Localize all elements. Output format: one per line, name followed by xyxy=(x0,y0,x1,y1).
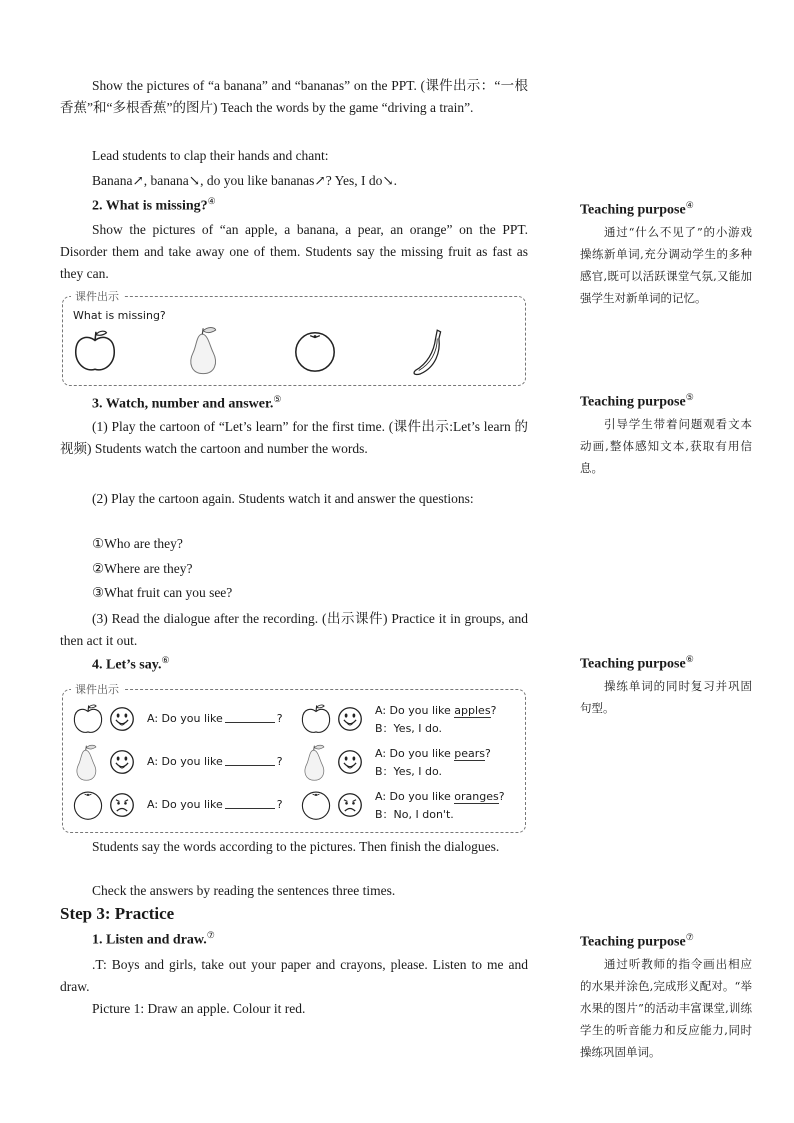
answer-word: oranges xyxy=(454,790,499,803)
answer-reply: B：Yes, I do. xyxy=(375,722,443,735)
pear-icon xyxy=(299,743,331,783)
answer-block: A: Do you like oranges? B：No, I don't. xyxy=(375,788,505,824)
instruction-text: Lead students to clap their hands and chant: xyxy=(92,148,329,163)
note-text: 通过“什么不见了”的小游戏操练新单词,充分调动学生的多种感官,既可以活跃课堂气氛,又能加强学生对新单词的记忆。 xyxy=(580,224,752,305)
footnote-mark: ⑦ xyxy=(206,930,215,940)
dialogue-row xyxy=(63,786,525,826)
slide-label: 课件出示 xyxy=(71,681,123,697)
sad-face-icon xyxy=(109,792,135,818)
pear-icon xyxy=(71,743,103,783)
section-paragraph: Students say the words according to the pictures. Then finish the dialogues. xyxy=(92,839,500,854)
answer-reply: B：No, I don't. xyxy=(375,808,454,821)
note-title: Teaching purpose⑦ xyxy=(580,932,694,950)
section-paragraph: Picture 1: Draw an apple. Colour it red. xyxy=(92,1001,306,1016)
orange-icon xyxy=(291,327,339,375)
question-prompt: A: Do you like ? xyxy=(147,798,283,811)
chant-text: Banana↗, banana↘, do you like bananas↗? Yes, I do↘. xyxy=(92,173,398,188)
teaching-purpose-note xyxy=(580,200,752,309)
section-title: 1. Listen and draw. xyxy=(92,932,207,948)
teaching-purpose-note xyxy=(580,392,752,479)
apple-icon xyxy=(71,327,119,375)
section-paragraph: (1) Play the cartoon of “Let’s learn” for the first time. (课件出示:Let’s learn 的视频) Students watch the cartoon and number the words. xyxy=(60,419,528,456)
question-prompt: A: Do you like ? xyxy=(147,712,283,725)
pear-icon xyxy=(183,325,225,377)
section-heading-watch xyxy=(92,394,281,413)
footnote-mark: ⑤ xyxy=(273,394,282,404)
dialogue-row xyxy=(63,700,525,740)
happy-face-icon xyxy=(337,749,363,775)
answer-word: pears xyxy=(454,747,486,760)
answer-block: A: Do you like apples? B：Yes, I do. xyxy=(375,702,496,738)
section-paragraph: Show the pictures of “an apple, a banana, a pear, an orange” on the PPT. Disorder them and take away one of them. Students say the missing fruit as fast as they can. xyxy=(60,222,528,281)
slide-title: What is missing? xyxy=(73,309,166,322)
slide-what-is-missing xyxy=(62,290,526,386)
note-title: Teaching purpose④ xyxy=(580,200,694,218)
note-title: Teaching purpose⑤ xyxy=(580,392,694,410)
section-paragraph: (3) Read the dialogue after the recording. (出示课件) Practice it in groups, and then act it out. xyxy=(60,611,528,648)
answer-word: apples xyxy=(454,704,491,717)
banana-icon xyxy=(407,325,449,379)
section-paragraph: (2) Play the cartoon again. Students watch it and answer the questions: xyxy=(92,491,474,506)
dialogue-row xyxy=(63,743,525,783)
apple-icon xyxy=(299,702,333,736)
section-title: 3. Watch, number and answer. xyxy=(92,396,274,412)
section-heading-lets-say xyxy=(92,655,170,674)
happy-face-icon xyxy=(109,749,135,775)
orange-icon xyxy=(71,788,105,822)
slide-lets-say xyxy=(62,683,526,833)
section-heading-listen-draw xyxy=(92,930,215,949)
apple-icon xyxy=(71,702,105,736)
question-item: ①Who are they? xyxy=(92,536,183,551)
slide-label: 课件出示 xyxy=(71,288,123,304)
answer-reply: B：Yes, I do. xyxy=(375,765,443,778)
teaching-purpose-note xyxy=(580,932,752,1063)
section-title: 4. Let’s say. xyxy=(92,657,162,673)
teaching-purpose-note xyxy=(580,654,752,719)
note-text: 通过听教师的指令画出相应的水果并涂色,完成形义配对。“举水果的图片”的活动丰富课堂,训练学生的听音能力和反应能力,同时操练巩固单词。 xyxy=(580,956,752,1059)
section-paragraph: Check the answers by reading the sentences three times. xyxy=(92,883,396,898)
step-heading: Step 3: Practice xyxy=(60,904,175,923)
section-paragraph: .T: Boys and girls, take out your paper and crayons, please. Listen to me and draw. xyxy=(60,957,528,994)
note-text: 引导学生带着问题观看文本动画,整体感知文本,获取有用信息。 xyxy=(580,416,752,475)
section-heading-what-is-missing xyxy=(92,196,216,215)
question-item: ②Where are they? xyxy=(92,561,193,576)
footnote-mark: ④ xyxy=(207,196,216,206)
footnote-mark: ⑥ xyxy=(161,655,170,665)
intro-paragraph: Show the pictures of “a banana” and “bananas” on the PPT. (课件出示：“一根香蕉”和“多根香蕉”的图片) Teach the words by the game “driving a train”. xyxy=(60,78,528,115)
note-text: 操练单词的同时复习并巩固句型。 xyxy=(580,678,752,715)
note-title: Teaching purpose⑥ xyxy=(580,654,694,672)
happy-face-icon xyxy=(337,706,363,732)
orange-icon xyxy=(299,788,333,822)
question-prompt: A: Do you like ? xyxy=(147,755,283,768)
happy-face-icon xyxy=(109,706,135,732)
question-item: ③What fruit can you see? xyxy=(92,585,233,600)
sad-face-icon xyxy=(337,792,363,818)
section-title: 2. What is missing? xyxy=(92,198,208,214)
answer-block: A: Do you like pears? B：Yes, I do. xyxy=(375,745,491,781)
